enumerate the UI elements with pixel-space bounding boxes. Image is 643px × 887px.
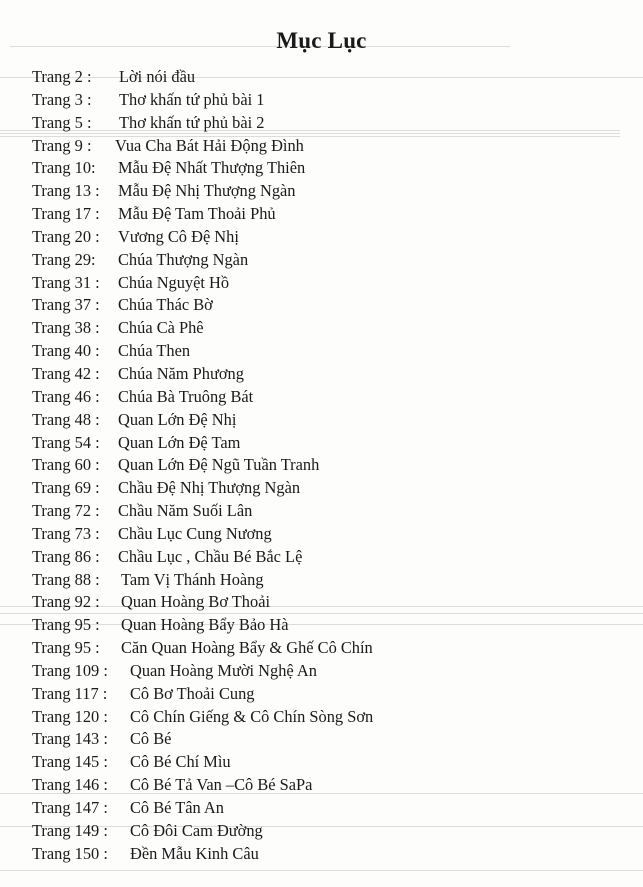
toc-entry-title: Chầu Lục Cung Nương xyxy=(118,523,272,543)
toc-entry-title: Quan Hoàng Bơ Thoải xyxy=(121,592,271,612)
toc-entry-title: Chầu Đệ Nhị Thượng Ngàn xyxy=(118,478,301,498)
toc-page-number: Trang 17 : xyxy=(32,204,100,224)
toc-page-number: Trang 145 : xyxy=(32,752,108,772)
toc-entry xyxy=(32,454,622,477)
toc-entry xyxy=(32,135,622,158)
toc-page-number: Trang 86 : xyxy=(32,546,100,566)
toc-entry-title: Vương Cô Đệ Nhị xyxy=(118,226,239,246)
toc-entry-title: Cô Chín Giếng & Cô Chín Sòng Sơn xyxy=(130,706,374,726)
toc-entry xyxy=(32,340,622,363)
toc-entry xyxy=(32,89,622,112)
toc-entry xyxy=(32,774,622,797)
toc-entry xyxy=(32,112,622,135)
toc-entry xyxy=(32,637,622,660)
toc-entry-title: Tam Vị Thánh Hoàng xyxy=(121,569,264,589)
toc-entry xyxy=(32,66,622,89)
toc-entry-title: Quan Hoàng Mười Nghệ An xyxy=(130,660,317,680)
toc-page-number: Trang 5 : xyxy=(32,112,92,132)
toc-entry-title: Cô Bé Chí Mìu xyxy=(130,752,231,772)
toc-entry xyxy=(32,180,622,203)
toc-entry-title: Cô Bơ Thoải Cung xyxy=(130,683,255,703)
toc-entry xyxy=(32,843,622,866)
toc-entry xyxy=(32,409,622,432)
toc-page-number: Trang 54 : xyxy=(32,432,100,452)
toc-page-number: Trang 2 : xyxy=(32,67,92,86)
toc-entry xyxy=(32,683,622,706)
toc-entry-title: Chúa Nguyệt Hồ xyxy=(118,272,230,292)
toc-page-number: Trang 147 : xyxy=(32,798,108,817)
toc-page-number: Trang 10: xyxy=(32,158,96,178)
toc-page-number: Trang 72 : xyxy=(32,501,100,521)
toc-entry xyxy=(32,363,622,386)
toc-entry-title: Chúa Bà Truông Bát xyxy=(118,386,254,406)
toc-entry-title: Quan Hoàng Bẩy Bảo Hà xyxy=(121,615,289,635)
toc-entry-title: Mẫu Đệ Nhị Thượng Ngàn xyxy=(118,181,296,201)
toc-entry-title: Cô Đôi Cam Đường xyxy=(130,820,263,840)
toc-entry-title: Cô Bé Tả Van –Cô Bé SaPa xyxy=(130,775,313,795)
toc-page-number: Trang 20 : xyxy=(32,226,100,246)
toc-entry xyxy=(32,797,622,820)
toc-entry-title: Chầu Lục , Chầu Bé Bắc Lệ xyxy=(118,546,303,566)
toc-page-number: Trang 73 : xyxy=(32,523,100,543)
toc-page-number: Trang 48 : xyxy=(32,409,100,429)
toc-entry-title: Quan Lớn Đệ Tam xyxy=(118,432,241,452)
toc-entry-title: Quan Lớn Đệ Nhị xyxy=(118,409,237,429)
toc-page-number: Trang 149 : xyxy=(32,820,108,840)
toc-entry-title: Chúa Năm Phương xyxy=(118,363,244,383)
toc-entry xyxy=(32,569,622,592)
toc-entry xyxy=(32,546,622,569)
table-of-contents xyxy=(32,66,622,866)
toc-page-number: Trang 37 : xyxy=(32,295,100,315)
toc-entry xyxy=(32,820,622,843)
toc-entry xyxy=(32,317,622,340)
toc-page-number: Trang 88 : xyxy=(32,569,100,589)
toc-page-number: Trang 69 : xyxy=(32,478,100,498)
toc-entry-title: Mẫu Đệ Tam Thoải Phủ xyxy=(118,204,276,224)
toc-entry xyxy=(32,500,622,523)
toc-page-number: Trang 29: xyxy=(32,249,96,269)
toc-entry xyxy=(32,477,622,500)
toc-page-number: Trang 150 : xyxy=(32,843,108,863)
toc-entry-title: Thơ khấn tứ phủ bài 1 xyxy=(119,89,265,109)
toc-page-number: Trang 42 : xyxy=(32,363,100,383)
page-title: Mục Lục xyxy=(276,28,367,53)
toc-page-number: Trang 9 : xyxy=(32,135,92,155)
toc-entry-title: Cô Bé Tân An xyxy=(130,798,224,817)
toc-page-number: Trang 46 : xyxy=(32,386,100,406)
toc-entry xyxy=(32,432,622,455)
toc-entry xyxy=(32,591,622,614)
toc-entry xyxy=(32,614,622,637)
toc-entry xyxy=(32,751,622,774)
toc-entry-title: Căn Quan Hoàng Bẩy & Ghế Cô Chín xyxy=(121,638,373,658)
toc-entry-title: Cô Bé xyxy=(130,729,172,749)
toc-page-number: Trang 120 : xyxy=(32,706,108,726)
toc-entry xyxy=(32,523,622,546)
toc-entry-title: Lời nói đầu xyxy=(119,67,196,86)
toc-page-number: Trang 3 : xyxy=(32,89,92,109)
toc-entry-title: Quan Lớn Đệ Ngũ Tuần Tranh xyxy=(118,455,320,475)
toc-page-number: Trang 95 : xyxy=(32,615,100,635)
toc-entry xyxy=(32,728,622,751)
toc-entry xyxy=(32,157,622,180)
toc-entry-title: Chúa Thác Bờ xyxy=(118,295,213,315)
toc-entry xyxy=(32,226,622,249)
toc-page-number: Trang 38 : xyxy=(32,318,100,338)
toc-entry-title: Vua Cha Bát Hải Động Đình xyxy=(115,135,304,155)
toc-page-number: Trang 117 : xyxy=(32,683,108,703)
toc-page-number: Trang 146 : xyxy=(32,775,108,795)
toc-entry xyxy=(32,272,622,295)
toc-entry xyxy=(32,249,622,272)
toc-entry-title: Chúa Then xyxy=(118,341,191,361)
toc-entry-title: Chúa Cà Phê xyxy=(118,318,204,338)
toc-page-number: Trang 60 : xyxy=(32,455,100,475)
toc-entry-title: Đền Mẫu Kinh Câu xyxy=(130,843,259,863)
toc-page-number: Trang 31 : xyxy=(32,272,100,292)
toc-entry xyxy=(32,203,622,226)
toc-page-number: Trang 109 : xyxy=(32,660,108,680)
toc-entry xyxy=(32,294,622,317)
toc-page-number: Trang 13 : xyxy=(32,181,100,201)
toc-entry xyxy=(32,660,622,683)
toc-entry-title: Mẫu Đệ Nhất Thượng Thiên xyxy=(118,158,306,178)
scan-bleed-line xyxy=(0,870,643,871)
toc-page-number: Trang 92 : xyxy=(32,592,100,612)
toc-entry-title: Chầu Năm Suối Lân xyxy=(118,501,253,521)
toc-entry-title: Chúa Thượng Ngàn xyxy=(118,249,249,269)
toc-page-number: Trang 95 : xyxy=(32,638,100,658)
toc-page-number: Trang 40 : xyxy=(32,341,100,361)
toc-entry xyxy=(32,386,622,409)
toc-entry-title: Thơ khấn tứ phủ bài 2 xyxy=(119,112,265,132)
toc-entry xyxy=(32,706,622,729)
toc-page-number: Trang 143 : xyxy=(32,729,108,749)
